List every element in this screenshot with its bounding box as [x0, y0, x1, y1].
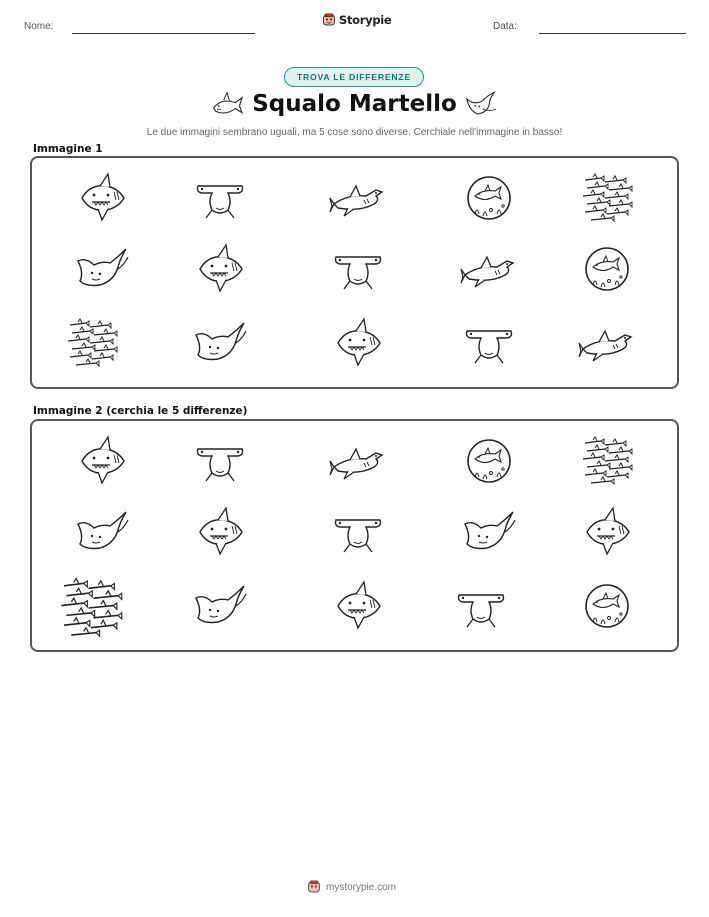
shark-bubble-icon	[579, 243, 635, 295]
shark-bubble-icon[interactable]	[579, 580, 635, 632]
activity-badge: TROVA LE DIFFERENZE	[284, 67, 424, 87]
hammerhead-side-icon[interactable]	[330, 435, 386, 487]
shark-school-icon	[64, 317, 120, 369]
instructions: Le due immagini sembrano uguali, ma 5 cose sono diverse. Cerchiale nell'immagine in basso!	[146, 127, 563, 138]
shark-front-icon	[330, 317, 386, 369]
brand-logo	[322, 13, 391, 27]
footer-url: mystorypie.com	[326, 881, 397, 893]
hammerhead-icon[interactable]	[447, 581, 515, 633]
shark-school-icon[interactable]	[579, 435, 635, 487]
hammerhead-side-icon	[461, 243, 517, 295]
hammerhead-icon	[192, 172, 248, 224]
image2-label: Immagine 2 (cerchia le 5 differenze)	[33, 405, 248, 417]
hammerhead-icon	[330, 243, 386, 295]
shark-school-icon	[579, 172, 635, 224]
image1-panel	[30, 156, 679, 389]
hammerhead-icon[interactable]	[192, 435, 248, 487]
name-label: Nome:	[24, 21, 54, 32]
shark-school-icon[interactable]	[56, 576, 126, 640]
storypie-mascot-icon	[322, 13, 336, 27]
hammerhead-icon[interactable]	[330, 506, 386, 558]
brand-name: Storypie	[339, 13, 392, 27]
stingray-icon	[74, 243, 130, 295]
shark-front-icon[interactable]	[330, 580, 386, 632]
name-line[interactable]	[72, 33, 255, 34]
hammerhead-icon	[461, 317, 517, 369]
stingray-icon[interactable]	[461, 506, 517, 558]
page-title: Squalo Martello	[252, 91, 457, 117]
shark-front-icon[interactable]	[579, 506, 635, 558]
stingray-icon[interactable]	[74, 506, 130, 558]
shark-front-icon	[74, 172, 130, 224]
date-line[interactable]	[539, 33, 686, 34]
date-label: Data:	[493, 21, 517, 32]
shark-bubble-icon[interactable]	[461, 435, 517, 487]
image1-label: Immagine 1	[33, 143, 103, 155]
shark-front-icon[interactable]	[192, 506, 248, 558]
hammerhead-side-icon	[330, 172, 386, 224]
image2-panel[interactable]	[30, 419, 679, 652]
stingray-deco-icon	[464, 89, 498, 119]
shark-front-icon[interactable]	[74, 435, 130, 487]
shark-front-icon	[192, 243, 248, 295]
footer	[307, 880, 396, 894]
stingray-icon	[192, 317, 248, 369]
hammerhead-side-icon	[579, 317, 635, 369]
shark-bubble-icon	[461, 172, 517, 224]
stingray-icon[interactable]	[192, 580, 248, 632]
storypie-mascot-icon	[307, 880, 321, 894]
